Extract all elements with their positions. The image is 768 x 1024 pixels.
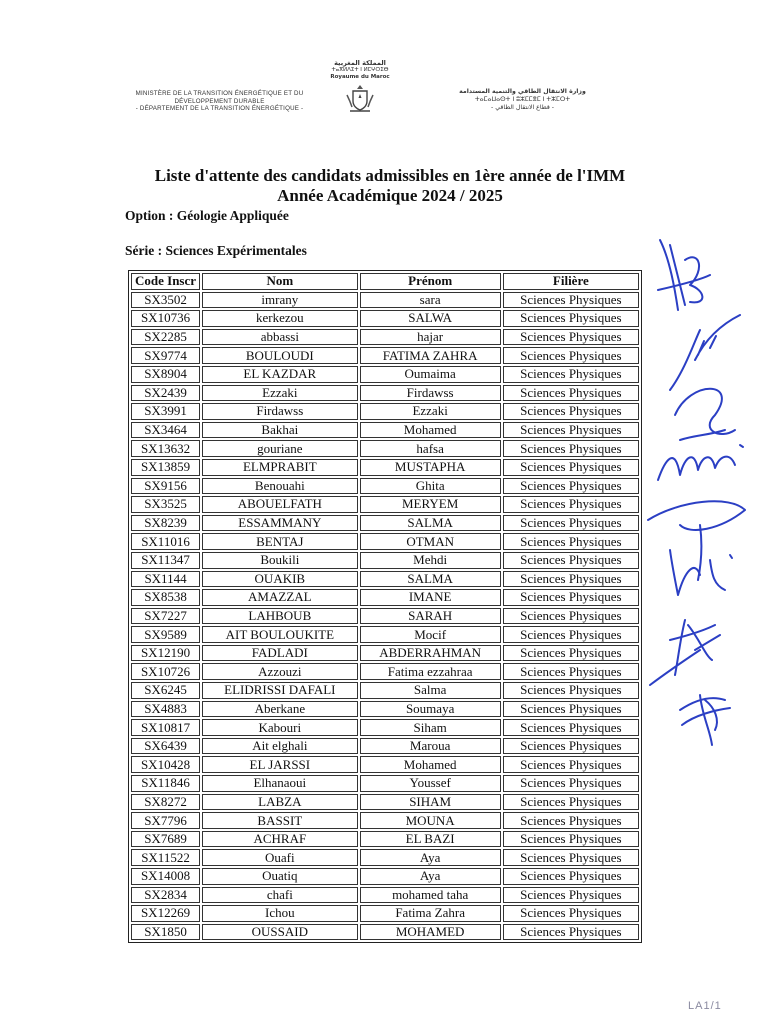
table-row xyxy=(131,403,639,420)
cell-nom: ABOUELFATH xyxy=(202,496,358,513)
signature-1 xyxy=(658,240,710,310)
table-row xyxy=(131,812,639,829)
cell-nom: abbassi xyxy=(202,329,358,346)
signature-2 xyxy=(670,315,740,390)
cell-code: SX10817 xyxy=(131,719,200,736)
table-row xyxy=(131,682,639,699)
cell-prenom: hajar xyxy=(360,329,501,346)
table-row xyxy=(131,571,639,588)
cell-code: SX10726 xyxy=(131,663,200,680)
cell-prenom: SALMA xyxy=(360,515,501,532)
cell-prenom: Mocif xyxy=(360,626,501,643)
cell-filiere: Sciences Physiques xyxy=(503,366,639,383)
cell-prenom: EL BAZI xyxy=(360,831,501,848)
table-row xyxy=(131,849,639,866)
cell-prenom: MOHAMED xyxy=(360,924,501,941)
cell-filiere: Sciences Physiques xyxy=(503,626,639,643)
cell-filiere: Sciences Physiques xyxy=(503,905,639,922)
cell-prenom: Mohamed xyxy=(360,422,501,439)
cell-code: SX12190 xyxy=(131,645,200,662)
table-row xyxy=(131,459,639,476)
cell-prenom: MOUNA xyxy=(360,812,501,829)
cell-prenom: OTMAN xyxy=(360,533,501,550)
kingdom-french: Royaume du Maroc xyxy=(330,74,390,80)
cell-filiere: Sciences Physiques xyxy=(503,552,639,569)
cell-nom: Kabouri xyxy=(202,719,358,736)
cell-nom: Ait elghali xyxy=(202,738,358,755)
cell-filiere: Sciences Physiques xyxy=(503,849,639,866)
table-row xyxy=(131,589,639,606)
signature-7 xyxy=(650,620,720,685)
cell-code: SX4883 xyxy=(131,701,200,718)
cell-code: SX13859 xyxy=(131,459,200,476)
signatures xyxy=(640,230,768,750)
cell-prenom: Firdawss xyxy=(360,385,501,402)
cell-filiere: Sciences Physiques xyxy=(503,310,639,327)
cell-nom: OUAKIB xyxy=(202,571,358,588)
cell-code: SX11522 xyxy=(131,849,200,866)
cell-prenom: MERYEM xyxy=(360,496,501,513)
cell-code: SX1144 xyxy=(131,571,200,588)
kingdom-tifinagh: ⵜⴰⴳⵍⴷⵉⵜ ⵏ ⵍⵎⵖⵔⵉⴱ xyxy=(331,67,389,73)
cell-filiere: Sciences Physiques xyxy=(503,515,639,532)
cell-code: SX6439 xyxy=(131,738,200,755)
table-row xyxy=(131,887,639,904)
cell-code: SX9156 xyxy=(131,478,200,495)
cell-filiere: Sciences Physiques xyxy=(503,440,639,457)
table-row xyxy=(131,329,639,346)
title-line-1: Liste d'attente des candidats admissibles en 1ère année de l'IMM xyxy=(154,166,626,185)
cell-filiere: Sciences Physiques xyxy=(503,385,639,402)
table-row xyxy=(131,385,639,402)
table-row xyxy=(131,868,639,885)
cell-prenom: Mohamed xyxy=(360,756,501,773)
cell-nom: Ouatiq xyxy=(202,868,358,885)
cell-prenom: MUSTAPHA xyxy=(360,459,501,476)
cell-filiere: Sciences Physiques xyxy=(503,738,639,755)
table-row xyxy=(131,905,639,922)
kingdom-arabic: المملكة المغربية xyxy=(334,59,386,67)
cell-prenom: Mehdi xyxy=(360,552,501,569)
signature-strokes xyxy=(648,240,745,745)
cell-filiere: Sciences Physiques xyxy=(503,329,639,346)
cell-code: SX11347 xyxy=(131,552,200,569)
cell-nom: Aberkane xyxy=(202,701,358,718)
serie-label: Série : Sciences Expérimentales xyxy=(125,243,307,258)
signature-8 xyxy=(680,695,730,745)
cell-code: SX8538 xyxy=(131,589,200,606)
cell-nom: LAHBOUB xyxy=(202,608,358,625)
title-line-2: Année Académique 2024 / 2025 xyxy=(277,186,503,205)
cell-nom: BENTAJ xyxy=(202,533,358,550)
table-row xyxy=(131,366,639,383)
cell-prenom: Soumaya xyxy=(360,701,501,718)
table-row xyxy=(131,738,639,755)
table-row xyxy=(131,775,639,792)
cell-code: SX7796 xyxy=(131,812,200,829)
cell-prenom: Ghita xyxy=(360,478,501,495)
cell-nom: EL JARSSI xyxy=(202,756,358,773)
cell-filiere: Sciences Physiques xyxy=(503,571,639,588)
cell-filiere: Sciences Physiques xyxy=(503,868,639,885)
cell-code: SX3464 xyxy=(131,422,200,439)
table-row xyxy=(131,292,639,309)
cell-filiere: Sciences Physiques xyxy=(503,459,639,476)
table-row xyxy=(131,533,639,550)
cell-filiere: Sciences Physiques xyxy=(503,701,639,718)
table-row xyxy=(131,310,639,327)
table-row xyxy=(131,626,639,643)
cell-prenom: Fatima ezzahraa xyxy=(360,663,501,680)
cell-filiere: Sciences Physiques xyxy=(503,347,639,364)
cell-code: SX9774 xyxy=(131,347,200,364)
cell-code: SX8272 xyxy=(131,794,200,811)
cell-code: SX12269 xyxy=(131,905,200,922)
cell-code: SX10428 xyxy=(131,756,200,773)
col-header-code: Code Inscr xyxy=(131,273,200,290)
cell-nom: BOULOUDI xyxy=(202,347,358,364)
cell-code: SX14008 xyxy=(131,868,200,885)
cell-filiere: Sciences Physiques xyxy=(503,645,639,662)
cell-code: SX6245 xyxy=(131,682,200,699)
cell-prenom: Aya xyxy=(360,868,501,885)
cell-filiere: Sciences Physiques xyxy=(503,831,639,848)
cell-filiere: Sciences Physiques xyxy=(503,756,639,773)
cell-code: SX3525 xyxy=(131,496,200,513)
table-row xyxy=(131,608,639,625)
cell-code: SX8904 xyxy=(131,366,200,383)
col-header-prenom: Prénom xyxy=(360,273,501,290)
cell-nom: Ichou xyxy=(202,905,358,922)
cell-filiere: Sciences Physiques xyxy=(503,887,639,904)
cell-prenom: sara xyxy=(360,292,501,309)
cell-prenom: SALMA xyxy=(360,571,501,588)
cell-nom: ESSAMMANY xyxy=(202,515,358,532)
cell-filiere: Sciences Physiques xyxy=(503,422,639,439)
cell-code: SX1850 xyxy=(131,924,200,941)
cell-nom: ELIDRISSI DAFALI xyxy=(202,682,358,699)
table-row xyxy=(131,924,639,941)
cell-prenom: mohamed taha xyxy=(360,887,501,904)
ministry-header-ar xyxy=(420,88,625,112)
cell-nom: Ezzaki xyxy=(202,385,358,402)
ministry-name-tifinagh: ⵜⴰⵎⴰⵡⴰⵙⵜ ⵏ ⵓⵣⵎⵎⴻⵎ ⵏ ⵜⵣⵎⵔⵜ xyxy=(474,96,571,103)
table-row xyxy=(131,552,639,569)
department-name: - DÉPARTEMENT DE LA TRANSITION ÉNERGÉTIQUE - xyxy=(135,105,304,112)
coat-of-arms-icon xyxy=(344,83,376,115)
cell-nom: Firdawss xyxy=(202,403,358,420)
cell-nom: FADLADI xyxy=(202,645,358,662)
col-header-filiere: Filière xyxy=(503,273,639,290)
cell-prenom: Ezzaki xyxy=(360,403,501,420)
table-header-row xyxy=(131,273,639,290)
cell-prenom: SARAH xyxy=(360,608,501,625)
table-row xyxy=(131,645,639,662)
table-row xyxy=(131,496,639,513)
cell-prenom: SALWA xyxy=(360,310,501,327)
cell-code: SX13632 xyxy=(131,440,200,457)
cell-filiere: Sciences Physiques xyxy=(503,812,639,829)
cell-code: SX3502 xyxy=(131,292,200,309)
ministry-header-fr xyxy=(112,90,327,113)
cell-prenom: ABDERRAHMAN xyxy=(360,645,501,662)
kingdom-header xyxy=(330,60,390,115)
cell-prenom: Siham xyxy=(360,719,501,736)
cell-prenom: Maroua xyxy=(360,738,501,755)
cell-filiere: Sciences Physiques xyxy=(503,292,639,309)
cell-nom: EL KAZDAR xyxy=(202,366,358,383)
cell-nom: Azzouzi xyxy=(202,663,358,680)
table-row xyxy=(131,701,639,718)
cell-filiere: Sciences Physiques xyxy=(503,924,639,941)
cell-nom: ACHRAF xyxy=(202,831,358,848)
cell-filiere: Sciences Physiques xyxy=(503,719,639,736)
cell-prenom: SIHAM xyxy=(360,794,501,811)
cell-code: SX11846 xyxy=(131,775,200,792)
table-row xyxy=(131,663,639,680)
cell-nom: AIT BOULOUKITE xyxy=(202,626,358,643)
cell-filiere: Sciences Physiques xyxy=(503,682,639,699)
cell-nom: kerkezou xyxy=(202,310,358,327)
table-row xyxy=(131,422,639,439)
cell-filiere: Sciences Physiques xyxy=(503,608,639,625)
cell-prenom: Youssef xyxy=(360,775,501,792)
table-row xyxy=(131,515,639,532)
cell-nom: imrany xyxy=(202,292,358,309)
ministry-name-arabic: وزارة الانتقال الطاقي والتنمية المستدامة xyxy=(459,88,586,95)
table-row xyxy=(131,756,639,773)
cell-prenom: Oumaima xyxy=(360,366,501,383)
signature-3 xyxy=(675,389,735,440)
cell-code: SX8239 xyxy=(131,515,200,532)
cell-filiere: Sciences Physiques xyxy=(503,533,639,550)
department-name-arabic: - قطاع الانتقال الطاقي - xyxy=(491,104,554,111)
cell-code: SX3991 xyxy=(131,403,200,420)
cell-code: SX11016 xyxy=(131,533,200,550)
cell-nom: Boukili xyxy=(202,552,358,569)
cell-nom: Ouafi xyxy=(202,849,358,866)
cell-filiere: Sciences Physiques xyxy=(503,403,639,420)
cell-code: SX2285 xyxy=(131,329,200,346)
cell-code: SX2439 xyxy=(131,385,200,402)
cell-prenom: FATIMA ZAHRA xyxy=(360,347,501,364)
cell-filiere: Sciences Physiques xyxy=(503,478,639,495)
cell-nom: Bakhai xyxy=(202,422,358,439)
ministry-name-line2: DÉVELOPPEMENT DURABLE xyxy=(174,97,265,105)
cell-code: SX2834 xyxy=(131,887,200,904)
table-row xyxy=(131,478,639,495)
cell-code: SX10736 xyxy=(131,310,200,327)
cell-code: SX9589 xyxy=(131,626,200,643)
table-row xyxy=(131,794,639,811)
cell-filiere: Sciences Physiques xyxy=(503,663,639,680)
table-row xyxy=(131,719,639,736)
table-row xyxy=(131,440,639,457)
cell-filiere: Sciences Physiques xyxy=(503,496,639,513)
cell-filiere: Sciences Physiques xyxy=(503,794,639,811)
cell-code: SX7689 xyxy=(131,831,200,848)
cell-nom: Elhanaoui xyxy=(202,775,358,792)
ministry-name-line1: MINISTÈRE DE LA TRANSITION ÉNERGÉTIQUE ET DU xyxy=(135,90,304,97)
signature-4 xyxy=(658,445,743,480)
cell-code: SX7227 xyxy=(131,608,200,625)
cell-nom: Benouahi xyxy=(202,478,358,495)
cell-nom: chafi xyxy=(202,887,358,904)
table-row xyxy=(131,831,639,848)
cell-nom: ELMPRABIT xyxy=(202,459,358,476)
cell-filiere: Sciences Physiques xyxy=(503,589,639,606)
waiting-list-table xyxy=(128,270,642,943)
col-header-nom: Nom xyxy=(202,273,358,290)
cell-nom: LABZA xyxy=(202,794,358,811)
cell-nom: gouriane xyxy=(202,440,358,457)
cell-prenom: Salma xyxy=(360,682,501,699)
page-mark: LA1/1 xyxy=(688,1000,722,1012)
cell-prenom: Fatima Zahra xyxy=(360,905,501,922)
cell-nom: OUSSAID xyxy=(202,924,358,941)
option-label: Option : Géologie Appliquée xyxy=(125,208,289,223)
cell-filiere: Sciences Physiques xyxy=(503,775,639,792)
table-row xyxy=(131,347,639,364)
cell-nom: BASSIT xyxy=(202,812,358,829)
cell-prenom: hafsa xyxy=(360,440,501,457)
cell-nom: AMAZZAL xyxy=(202,589,358,606)
cell-prenom: IMANE xyxy=(360,589,501,606)
cell-prenom: Aya xyxy=(360,849,501,866)
document-title xyxy=(100,166,680,206)
